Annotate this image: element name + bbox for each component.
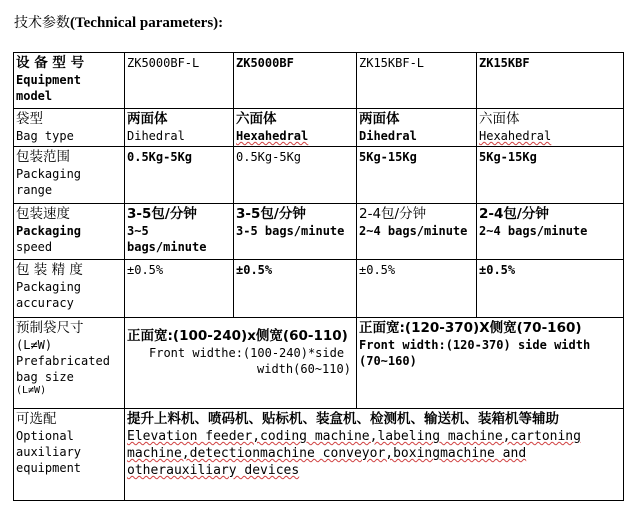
- speed-cell-2: 3-5包/分钟 3-5 bags/minute: [234, 204, 357, 260]
- model-cell-3: ZK15KBF-L: [357, 53, 477, 109]
- model-cell-2: ZK5000BF: [234, 53, 357, 109]
- table-row-accuracy: [14, 260, 624, 318]
- model-cell-4: ZK15KBF: [477, 53, 624, 109]
- bag-size-cell-large: 正面宽:(120-370)X侧宽(70-160) Front width:(120-370) side width (70~160): [357, 318, 624, 409]
- heading-en: (Technical parameters):: [70, 15, 224, 31]
- table-row-optional: [14, 409, 624, 501]
- accuracy-cell-4: ±0.5%: [477, 260, 624, 318]
- accuracy-cell-3: ±0.5%: [357, 260, 477, 318]
- label-cell-optional: 可选配 Optional auxiliary equipment: [14, 409, 125, 501]
- label-cell-bag-size: 预制袋尺寸 (L≠W) Prefabricated bag size (L≠W): [14, 318, 125, 409]
- table-row-speed: [14, 204, 624, 260]
- label-cell-range: 包装范围 Packaging range: [14, 147, 125, 204]
- accuracy-cell-2: ±0.5%: [234, 260, 357, 318]
- bag-size-cell-small: 正面宽:(100-240)x侧宽(60-110) Front widthe:(100-240)*side width(60~110): [125, 318, 357, 409]
- table-row-bag-size: [14, 318, 624, 409]
- table-row-model: [14, 53, 624, 109]
- speed-cell-4: 2-4包/分钟 2~4 bags/minute: [477, 204, 624, 260]
- page-heading: [14, 12, 223, 32]
- bag-type-cell-1: 两面体 Dihedral: [125, 109, 234, 147]
- bag-type-cell-3: 两面体 Dihedral: [357, 109, 477, 147]
- speed-cell-3: 2-4包/分钟 2~4 bags/minute: [357, 204, 477, 260]
- bag-type-cell-2: 六面体 Hexahedral: [234, 109, 357, 147]
- table-row-range: [14, 147, 624, 204]
- heading-zh: 技术参数: [14, 15, 70, 31]
- label-cell-speed: 包装速度 Packaging speed: [14, 204, 125, 260]
- table-row-bag-type: [14, 109, 624, 147]
- accuracy-cell-1: ±0.5%: [125, 260, 234, 318]
- range-cell-2: 0.5Kg-5Kg: [234, 147, 357, 204]
- model-cell-1: ZK5000BF-L: [125, 53, 234, 109]
- label-cell-accuracy: 包 装 精 度 Packaging accuracy: [14, 260, 125, 318]
- optional-equipment-cell: 提升上料机、喷码机、贴标机、装盒机、检测机、输送机、装箱机等辅助 Elevation feeder,coding machine,labeling machine,cartoning machine,detectionmachine conveyor,boxingmachine and otherauxiliary devices: [125, 409, 624, 501]
- label-cell-model: 设 备 型 号 Equipment model: [14, 53, 125, 109]
- range-cell-3: 5Kg-15Kg: [357, 147, 477, 204]
- label-cell-bag-type: 袋型 Bag type: [14, 109, 125, 147]
- speed-cell-1: 3-5包/分钟 3~5 bags/minute: [125, 204, 234, 260]
- bag-type-cell-4: 六面体 Hexahedral: [477, 109, 624, 147]
- parameters-table: [13, 52, 624, 501]
- range-cell-4: 5Kg-15Kg: [477, 147, 624, 204]
- range-cell-1: 0.5Kg-5Kg: [125, 147, 234, 204]
